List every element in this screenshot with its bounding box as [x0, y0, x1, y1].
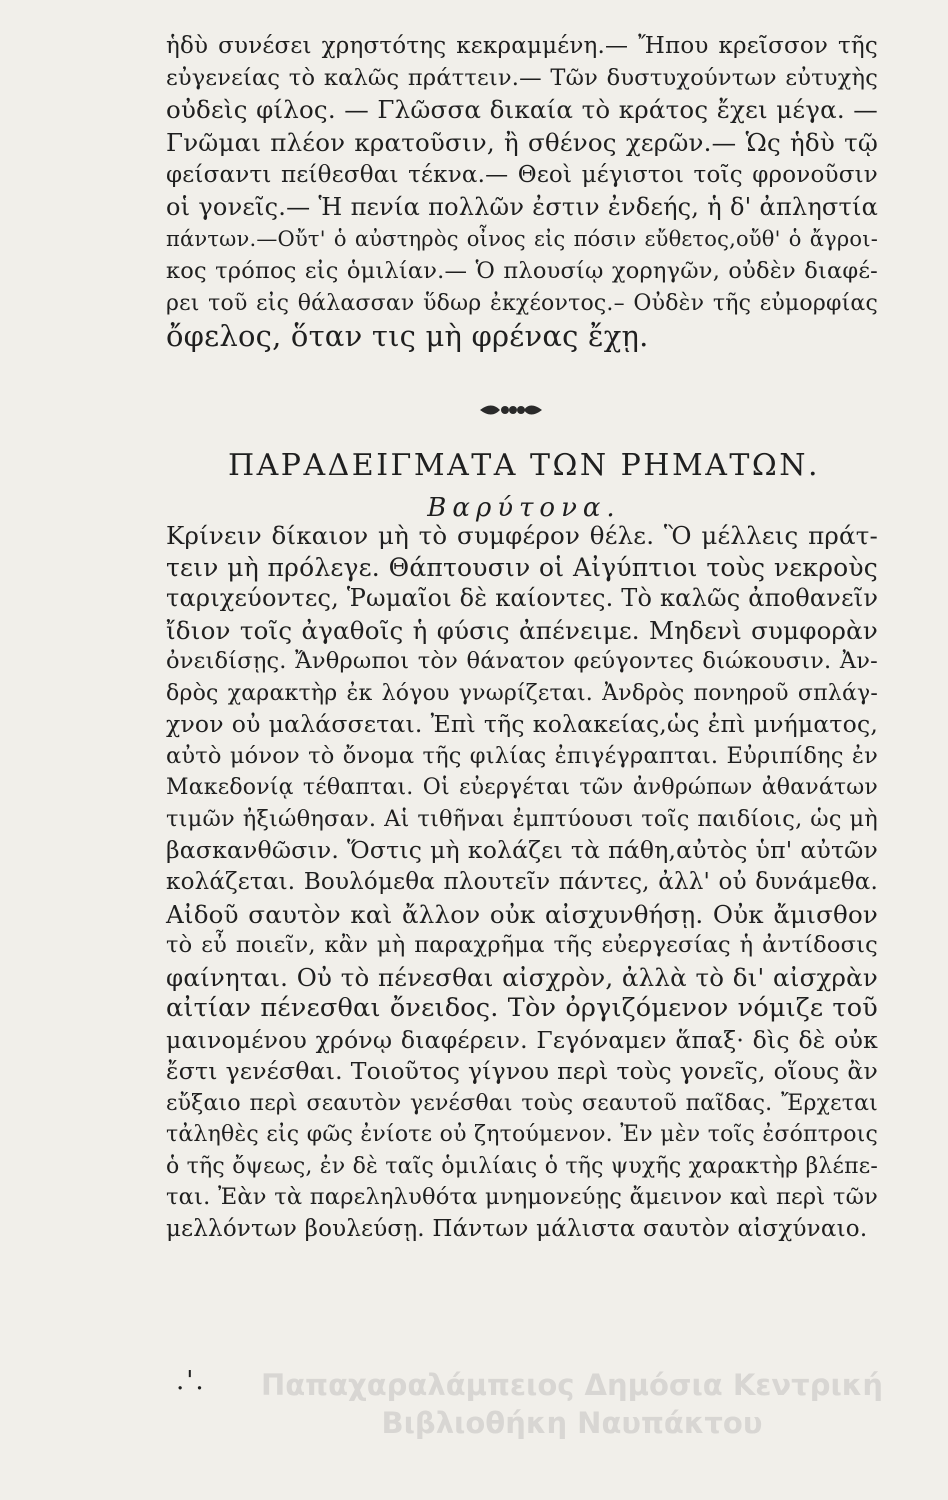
main-text-block — [166, 520, 878, 1246]
text-line: αὐτὸ μόνον τὸ ὄνομα τῆς φιλίας ἐπιγέγραπται. Εὐριπίδης ἐν — [166, 742, 878, 769]
section-subheading: Βαρύτονα. — [427, 493, 621, 523]
text-line: Μακεδονίᾳ τέθαπται. Οἱ εὐεργέται τῶν ἀνθρώπων ἀθανάτων — [166, 775, 878, 801]
text-line: Αἰδοῦ σαυτὸν καὶ ἄλλον οὐκ αἰσχυνθήσῃ. Οὐκ ἄμισθον — [166, 899, 878, 929]
top-text-block — [166, 30, 878, 352]
text-line: βασκανθῶσιν. Ὅστις μὴ κολάζει τὰ πάθη,αὐτὸς ὑπ' αὐτῶν — [166, 836, 878, 865]
watermark-line-1: Παπαχαραλάμπειος Δημόσια Κεντρική — [260, 1368, 883, 1402]
text-line: αἰτίαν πένεσθαι ὄνειδος. Τὸν ὀργιζόμενον νόμιζε τοῦ — [166, 993, 878, 1024]
text-line: οὐδεὶς φίλος. — Γλῶσσα δικαία τὸ κράτος ἔχει μέγα. — — [166, 95, 878, 125]
text-line: ταριχεύοντες, Ῥωμαῖοι δὲ καίοντες. Τὸ καλῶς ἀποθανεῖν — [166, 584, 879, 613]
text-line: εὔξαιο περὶ σεαυτὸν γενέσθαι τοὺς σεαυτοῦ παῖδας. Ἔρχεται — [166, 1090, 878, 1116]
text-line: ὄφελος, ὅταν τις μὴ φρένας ἔχῃ. — [166, 318, 649, 353]
text-line: τἀληθὲς εἰς φῶς ἐνίοτε οὐ ζητούμενον. Ἐν μὲν τοῖς ἐσόπτροις — [166, 1122, 878, 1148]
text-line: μαινομένου χρόνῳ διαφέρειν. Γεγόναμεν ἅπαξ· δὶς δὲ οὐκ — [166, 1025, 878, 1054]
text-line: μελλόντων βουλεύσῃ. Πάντων μάλιστα σαυτὸν αἰσχύναιο. — [166, 1216, 868, 1243]
text-line: ὁ τῆς ὄψεως, ἐν δὲ ταῖς ὁμιλίαις ὁ τῆς ψυχῆς χαρακτὴρ βλέπε- — [166, 1153, 878, 1179]
text-line: οἱ γονεῖς.— Ἡ πενία πολλῶν ἐστιν ἐνδεής, ἡ δ' ἀπληστία — [166, 193, 878, 222]
ornament-divider-icon — [478, 400, 544, 420]
text-line: ἔστι γενέσθαι. Τοιοῦτος γίγνου περὶ τοὺς γονεῖς, οἵους ἂν — [166, 1057, 878, 1086]
text-line: ται. Ἐὰν τὰ παρεληλυθότα μνημονεύῃς ἄμεινον καὶ περὶ τῶν — [166, 1184, 878, 1211]
text-line: κος τρόπος εἰς ὁμιλίαν.— Ὁ πλουσίῳ χορηγῶν, οὐδὲν διαφέ- — [166, 258, 878, 285]
text-line: δρὸς χαρακτὴρ ἐκ λόγου γνωρίζεται. Ἀνδρὸς πονηροῦ σπλάγ- — [166, 680, 878, 706]
text-line: Κρίνειν δίκαιον μὴ τὸ συμφέρον θέλε. Ὃ μέλλεις πράτ- — [166, 521, 878, 550]
text-line: ὀνειδίσῃς. Ἄνθρωποι τὸν θάνατον φεύγοντες διώκουσιν. Ἀν- — [166, 648, 878, 675]
library-watermark — [222, 1366, 922, 1442]
watermark-line-2: Βιβλιοθήκη Ναυπάκτου — [381, 1406, 763, 1440]
text-line: τειν μὴ πρόλεγε. Θάπτουσιν οἱ Αἰγύπτιοι τοὺς νεκροὺς — [166, 552, 878, 582]
text-line: τὸ εὖ ποιεῖν, κἂν μὴ παραχρῆμα τῆς εὐεργεσίας ἡ ἀντίδοσις — [166, 932, 878, 959]
text-line: εὐγενείας τὸ καλῶς πράττειν.— Τῶν δυστυχούντων εὐτυχὴς — [166, 65, 878, 92]
text-line: ρει τοῦ εἰς θάλασσαν ὕδωρ ἐκχέοντος.– Οὐδὲν τῆς εὐμορφίας — [166, 290, 878, 316]
text-line: τιμῶν ἠξιώθησαν. Αἱ τιθῆναι ἐμπτύουσι τοῖς παιδίοις, ὡς μὴ — [166, 805, 878, 832]
stray-print-mark: .'. — [176, 1366, 206, 1396]
text-line: φαίνηται. Οὐ τὸ πένεσθαι αἰσχρὸν, ἀλλὰ τὸ δι' αἰσχρὰν — [166, 962, 878, 992]
text-line: φείσαντι πείθεσθαι τέκνα.— Θεοὶ μέγιστοι τοῖς φρονοῦσιν — [166, 161, 878, 188]
text-line: πάντων.—Οὔτ' ὁ αὐστηρὸς οἶνος εἰς πόσιν εὔθετος,οὔθ' ὁ ἄγροι- — [166, 227, 878, 252]
text-line: Γνῶμαι πλέον κρατοῦσιν, ἢ σθένος χερῶν.— Ὡς ἡδὺ τῷ — [166, 127, 878, 157]
section-heading: ΠΑΡΑΔΕΙΓΜΑΤΑ ΤΩΝ ΡΗΜΑΤΩΝ. — [227, 448, 821, 483]
text-line: κολάζεται. Βουλόμεθα πλουτεῖν πάντες, ἀλλ' οὐ δυνάμεθα. — [166, 869, 878, 896]
text-line: ἡδὺ συνέσει χρηστότης κεκραμμένη.— Ἤπου κρεῖσσον τῆς — [166, 33, 878, 59]
text-line: χνον οὐ μαλάσσεται. Ἐπὶ τῆς κολακείας,ὡς ἐπὶ μνήματος, — [166, 710, 878, 739]
text-line: ἴδιον τοῖς ἀγαθοῖς ἡ φύσις ἀπένειμε. Μηδενὶ συμφορὰν — [166, 615, 878, 645]
